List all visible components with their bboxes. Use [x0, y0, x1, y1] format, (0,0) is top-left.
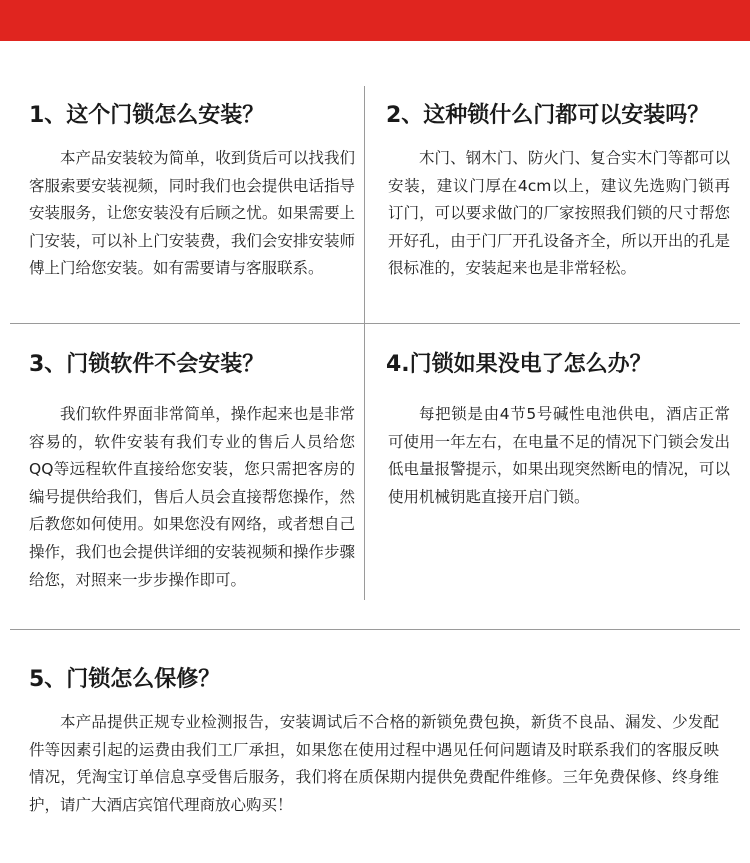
faq-1-title: 1、这个门锁怎么安装？ [29, 103, 265, 128]
faq-2-title: 2、这种锁什么门都可以安装吗？ [386, 103, 710, 128]
faq-4-body: 每把锁是由4节5号碱性电池供电，酒店正常可使用一年左右，在电量不足的情况下门锁会发出低电量报警提示，如果出现突然断电的情况，可以使用机械钥匙直接开启门锁。 [388, 405, 730, 506]
column-divider-top [364, 86, 365, 323]
faq-3-title: 3、门锁软件不会安装？ [29, 352, 265, 377]
column-divider-middle [364, 324, 365, 600]
row-divider-1 [10, 323, 740, 324]
faq-2-body: 木门、钢木门、防火门、复合实木门等都可以安装，建议门厚在4cm以上，建议先选购门锁再订门，可以要求做门的厂家按照我们锁的尺寸帮您开好孔，由于门厂开孔设备齐全，所以开出的孔是很标准的，安装起来也是非常轻松。 [388, 149, 730, 278]
faq-5-title: 5、门锁怎么保修？ [29, 667, 221, 692]
faq-1-body: 本产品安装较为简单，收到货后可以找我们客服索要安装视频，同时我们也会提供电话指导安装服务，让您安装没有后顾之忧。如果需要上门安装，可以补上门安装费，我们会安排安装师傅上门给您安装。如有需要请与客服联系。 [29, 149, 355, 278]
top-red-band [0, 0, 750, 41]
faq-3-body: 我们软件界面非常简单，操作起来也是非常容易的，软件安装有我们专业的售后人员给您QQ等远程软件直接给您安装，您只需把客房的编号提供给我们，售后人员会直接帮您操作，然后教您如何使用。如果您没有网络，或者想自己操作，我们也会提供详细的安装视频和操作步骤给您，对照来一步步操作即可。 [29, 405, 355, 589]
faq-5-body: 本产品提供正规专业检测报告，安装调试后不合格的新锁免费包换，新货不良品、漏发、少发配件等因素引起的运费由我们工厂承担，如果您在使用过程中遇见任何问题请及时联系我们的客服反映情况，凭淘宝订单信息享受售后服务，我们将在质保期内提供免费配件维修。三年免费保修、终身维护，请广大酒店宾馆代理商放心购买！ [29, 713, 719, 814]
faq-4-title: 4.门锁如果没电了怎么办？ [386, 352, 652, 377]
row-divider-2 [10, 629, 740, 630]
